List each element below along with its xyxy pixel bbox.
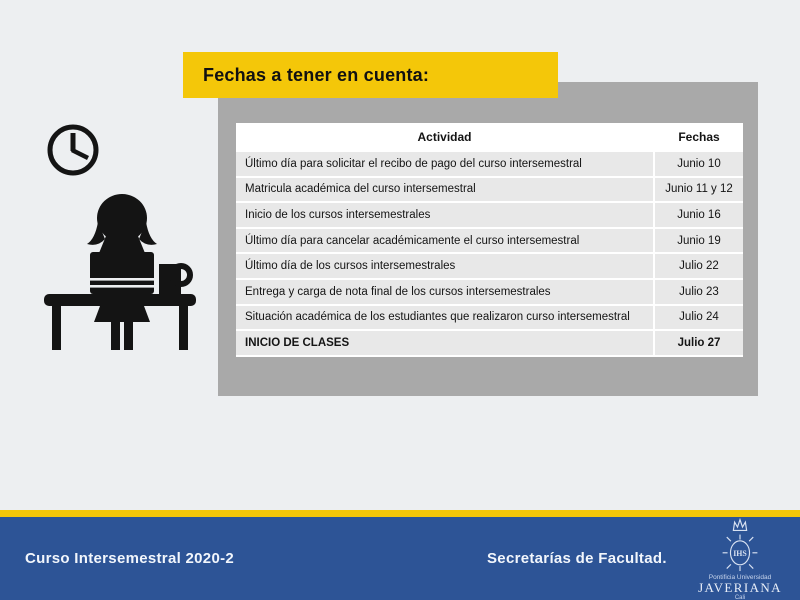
cell-fecha: Junio 16 (655, 203, 743, 227)
table-row (236, 306, 743, 330)
cell-actividad: Matricula académica del curso intersemestral (236, 178, 653, 202)
footer-bar (0, 517, 800, 600)
logo-emblem-icon (713, 518, 767, 576)
cell-fecha: Julio 23 (655, 280, 743, 304)
person-at-desk-icon (40, 192, 200, 354)
cell-actividad: Entrega y carga de nota final de los cursos intersemestrales (236, 280, 653, 304)
cell-fecha: Junio 19 (655, 229, 743, 253)
logo-city: Cali (734, 595, 746, 600)
table-row (236, 178, 743, 202)
table-row (236, 152, 743, 176)
cell-fecha: Julio 24 (655, 306, 743, 330)
cell-fecha: Junio 10 (655, 152, 743, 176)
table-row (236, 229, 743, 253)
title-banner (183, 52, 558, 98)
cell-fecha: Julio 22 (655, 254, 743, 278)
logo-university-line: Pontificia Universidad (708, 574, 772, 581)
cell-actividad: Último día para cancelar académicamente el curso intersemestral (236, 229, 653, 253)
table-body (236, 152, 743, 355)
schedule-table (236, 123, 743, 357)
cell-fecha: Junio 11 y 12 (655, 178, 743, 202)
footer-secretariat-label: Secretarías de Facultad. (487, 550, 667, 567)
header-cell-fechas: Fechas (655, 123, 743, 150)
slide-title: Fechas a tener en cuenta: (203, 64, 430, 85)
footer-course-label: Curso Intersemestral 2020-2 (25, 550, 235, 567)
header-cell-actividad: Actividad (236, 123, 653, 150)
cell-fecha: Julio 27 (655, 331, 743, 355)
table-row (236, 280, 743, 304)
cell-actividad: Último día para solicitar el recibo de pago del curso intersemestral (236, 152, 653, 176)
table-row (236, 254, 743, 278)
table-row (236, 331, 743, 355)
table-row (236, 203, 743, 227)
cell-actividad: Último día de los cursos intersemestrales (236, 254, 653, 278)
cell-actividad: INICIO DE CLASES (236, 331, 653, 355)
university-logo (690, 518, 790, 600)
cell-actividad: Inicio de los cursos intersemestrales (236, 203, 653, 227)
logo-monogram: IHS (733, 549, 747, 559)
table-header-row (236, 123, 743, 150)
cell-actividad: Situación académica de los estudiantes que realizaron curso intersemestral (236, 306, 653, 330)
footer-accent-stripe (0, 510, 800, 517)
clock-icon (45, 122, 101, 178)
logo-name: JAVERIANA (698, 580, 782, 596)
